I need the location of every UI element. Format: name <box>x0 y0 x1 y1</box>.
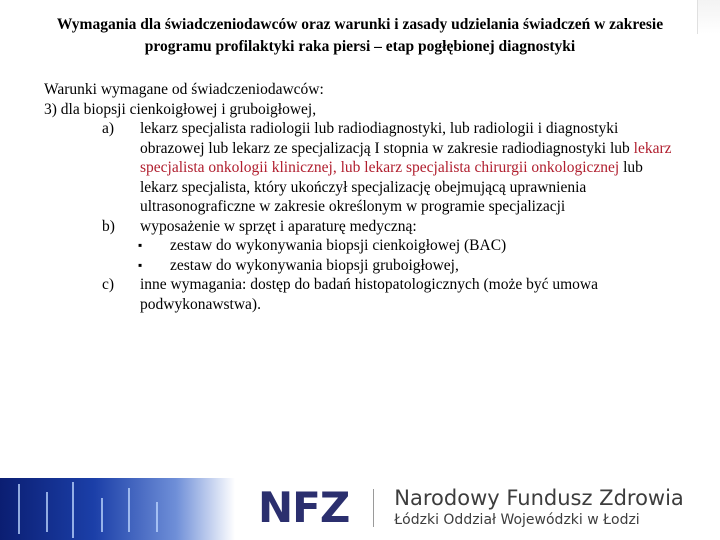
bullet-text: zestaw do wykonywania biopsji gruboigłowej, <box>170 256 459 274</box>
list-item-a <box>102 119 684 217</box>
highlighted-text: lekarz specjalista onkologii klinicznej, lub lekarz specjalista chirurgii onkologicznej <box>140 139 672 176</box>
bullet-text: zestaw do wykonywania biopsji cienkoigłowej (BAC) <box>170 237 507 254</box>
item-marker: c) <box>102 276 115 293</box>
bullet-item <box>138 256 684 276</box>
item-marker: b) <box>102 217 115 235</box>
organization-name: Narodowy Fundusz Zdrowia <box>394 486 684 510</box>
slide-body <box>44 80 684 314</box>
list-item-b <box>102 217 684 237</box>
item-marker: a) <box>102 120 115 137</box>
logo-divider <box>373 489 374 527</box>
bullet-item <box>138 236 684 256</box>
bullet-icon: ▪ <box>138 238 143 252</box>
item-text <box>140 119 680 217</box>
item-text: wyposażenie w sprzęt i aparaturę medyczną: <box>140 217 417 235</box>
branch-name: Łódzki Oddział Wojewódzki w Łodzi <box>394 512 640 528</box>
decorative-band <box>0 478 235 540</box>
section-heading: 3) dla biopsji cienkoigłowej i gruboigłowej, <box>44 100 317 118</box>
list-item-c <box>102 275 684 314</box>
nfz-logo-icon: NFZ <box>258 483 350 532</box>
logo-text <box>394 486 684 530</box>
slide-title: Wymagania dla świadczeniodawców oraz warunki i zasady udzielania świadczeń w zakresie programu profilaktyki raka piersi – etap pogłębionej diagnostyki <box>56 16 664 55</box>
item-text-part: lekarz specjalista radiologii lub radiodiagnostyki, lub radiologii i diagnostyki obrazowej lub lekarz ze specjalizacją I stopnia w zakresie radiodiagnostyki lub <box>140 120 634 157</box>
nfz-logo <box>258 483 684 532</box>
item-text: inne wymagania: dostęp do badań histopatologicznych (może być umowa podwykonawstwa). <box>140 276 598 313</box>
corner-decoration <box>697 0 720 34</box>
bullet-icon: ▪ <box>138 257 143 272</box>
item-text-part: lub lekarz specjalista, który ukończył specjalizację obejmującą uprawnienia ultrasonograficzne w zakresie określonym w programie specjalizacji <box>140 159 643 215</box>
intro-text: Warunki wymagane od świadczeniodawców: <box>44 81 324 98</box>
